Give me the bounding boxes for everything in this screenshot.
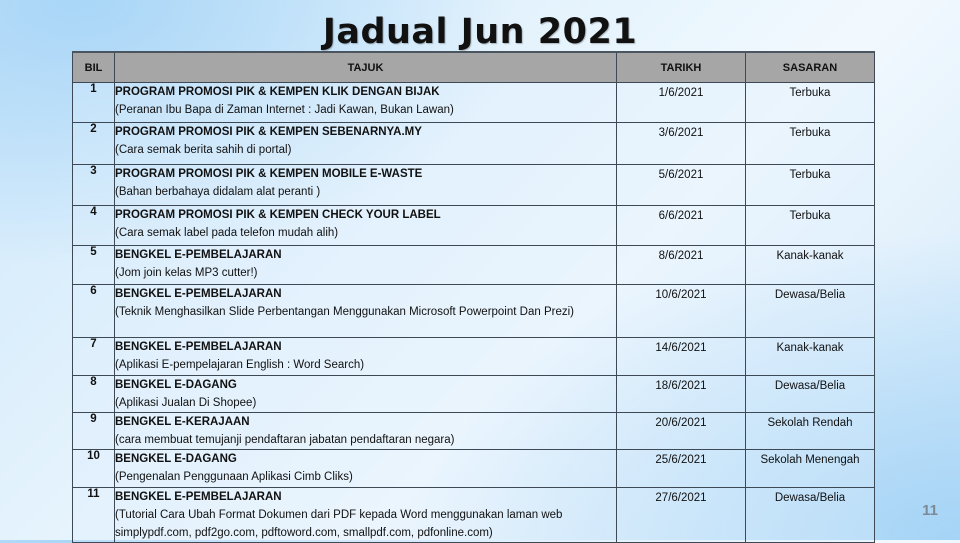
topic-title: PROGRAM PROMOSI PIK & KEMPEN KLIK DENGAN BIJAK xyxy=(115,86,440,98)
row-target: Sekolah Menengah xyxy=(746,450,875,488)
table-row xyxy=(73,338,875,376)
topic-subtitle: (Aplikasi E-pempelajaran English : Word Search) xyxy=(115,359,365,371)
row-date: 5/6/2021 xyxy=(617,165,746,206)
row-date: 14/6/2021 xyxy=(617,338,746,376)
row-topic xyxy=(115,165,617,206)
row-topic xyxy=(115,83,617,123)
row-number: 1 xyxy=(73,83,115,123)
row-target: Terbuka xyxy=(746,165,875,206)
row-date: 8/6/2021 xyxy=(617,246,746,285)
row-target: Terbuka xyxy=(746,123,875,165)
schedule-table xyxy=(72,51,875,543)
column-header-sasaran: SASARAN xyxy=(746,52,875,83)
topic-subtitle: (Jom join kelas MP3 cutter!) xyxy=(115,267,258,279)
table-row xyxy=(73,285,875,338)
table-row xyxy=(73,246,875,285)
row-number: 7 xyxy=(73,338,115,376)
row-topic xyxy=(115,123,617,165)
topic-title: PROGRAM PROMOSI PIK & KEMPEN SEBENARNYA.MY xyxy=(115,126,422,138)
topic-subtitle: (cara membuat temujanji pendaftaran jabatan pendaftaran negara) xyxy=(115,434,455,446)
topic-title: BENGKEL E-PEMBELAJARAN xyxy=(115,249,282,261)
topic-subtitle: (Bahan berbahaya didalam alat peranti ) xyxy=(115,186,321,198)
row-number: 5 xyxy=(73,246,115,285)
topic-subtitle: (Tutorial Cara Ubah Format Dokumen dari PDF kepada Word menggunakan laman web simplypdf.com, pdf2go.com, pdftoword.com, smallpdf.com, pdfonline.com) xyxy=(115,509,563,539)
column-header-tajuk: TAJUK xyxy=(115,52,617,83)
row-target: Dewasa/Belia xyxy=(746,376,875,413)
row-topic xyxy=(115,206,617,246)
row-number: 8 xyxy=(73,376,115,413)
row-topic xyxy=(115,376,617,413)
row-topic xyxy=(115,246,617,285)
row-date: 18/6/2021 xyxy=(617,376,746,413)
row-target: Kanak-kanak xyxy=(746,338,875,376)
topic-title: PROGRAM PROMOSI PIK & KEMPEN CHECK YOUR LABEL xyxy=(115,209,441,221)
row-target: Dewasa/Belia xyxy=(746,488,875,543)
row-target: Terbuka xyxy=(746,206,875,246)
topic-subtitle: (Aplikasi Jualan Di Shopee) xyxy=(115,397,257,409)
table-row xyxy=(73,165,875,206)
column-header-bil: BIL xyxy=(73,52,115,83)
slide-title: Jadual Jun 2021 xyxy=(322,12,638,52)
topic-subtitle: (Teknik Menghasilkan Slide Perbentangan Menggunakan Microsoft Powerpoint Dan Prezi) xyxy=(115,306,574,318)
topic-title: BENGKEL E-DAGANG xyxy=(115,453,237,465)
row-topic xyxy=(115,338,617,376)
row-target: Terbuka xyxy=(746,83,875,123)
table-row xyxy=(73,413,875,450)
table-row xyxy=(73,488,875,543)
row-number: 2 xyxy=(73,123,115,165)
row-date: 1/6/2021 xyxy=(617,83,746,123)
topic-title: BENGKEL E-PEMBELAJARAN xyxy=(115,341,282,353)
row-topic xyxy=(115,488,617,543)
row-date: 3/6/2021 xyxy=(617,123,746,165)
topic-title: PROGRAM PROMOSI PIK & KEMPEN MOBILE E-WASTE xyxy=(115,168,423,180)
row-target: Dewasa/Belia xyxy=(746,285,875,338)
topic-subtitle: (Cara semak label pada telefon mudah alih) xyxy=(115,227,339,239)
topic-title: BENGKEL E-PEMBELAJARAN xyxy=(115,288,282,300)
topic-title: BENGKEL E-PEMBELAJARAN xyxy=(115,491,282,503)
table-row xyxy=(73,450,875,488)
row-topic xyxy=(115,413,617,450)
row-date: 20/6/2021 xyxy=(617,413,746,450)
column-header-tarikh: TARIKH xyxy=(617,52,746,83)
topic-title: BENGKEL E-DAGANG xyxy=(115,379,237,391)
row-number: 3 xyxy=(73,165,115,206)
row-date: 6/6/2021 xyxy=(617,206,746,246)
row-date: 10/6/2021 xyxy=(617,285,746,338)
table-row xyxy=(73,123,875,165)
row-number: 11 xyxy=(73,488,115,543)
page-number: 11 xyxy=(922,502,938,519)
row-topic xyxy=(115,450,617,488)
row-date: 25/6/2021 xyxy=(617,450,746,488)
row-target: Sekolah Rendah xyxy=(746,413,875,450)
table-row xyxy=(73,83,875,123)
row-date: 27/6/2021 xyxy=(617,488,746,543)
row-number: 9 xyxy=(73,413,115,450)
topic-subtitle: (Peranan Ibu Bapa di Zaman Internet : Jadi Kawan, Bukan Lawan) xyxy=(115,104,454,116)
topic-subtitle: (Cara semak berita sahih di portal) xyxy=(115,144,292,156)
row-target: Kanak-kanak xyxy=(746,246,875,285)
topic-subtitle: (Pengenalan Penggunaan Aplikasi Cimb Cliks) xyxy=(115,471,353,483)
row-number: 6 xyxy=(73,285,115,338)
topic-title: BENGKEL E-KERAJAAN xyxy=(115,416,250,428)
row-number: 4 xyxy=(73,206,115,246)
table-header-row xyxy=(73,52,875,83)
row-number: 10 xyxy=(73,450,115,488)
row-topic xyxy=(115,285,617,338)
table-row xyxy=(73,376,875,413)
table-row xyxy=(73,206,875,246)
